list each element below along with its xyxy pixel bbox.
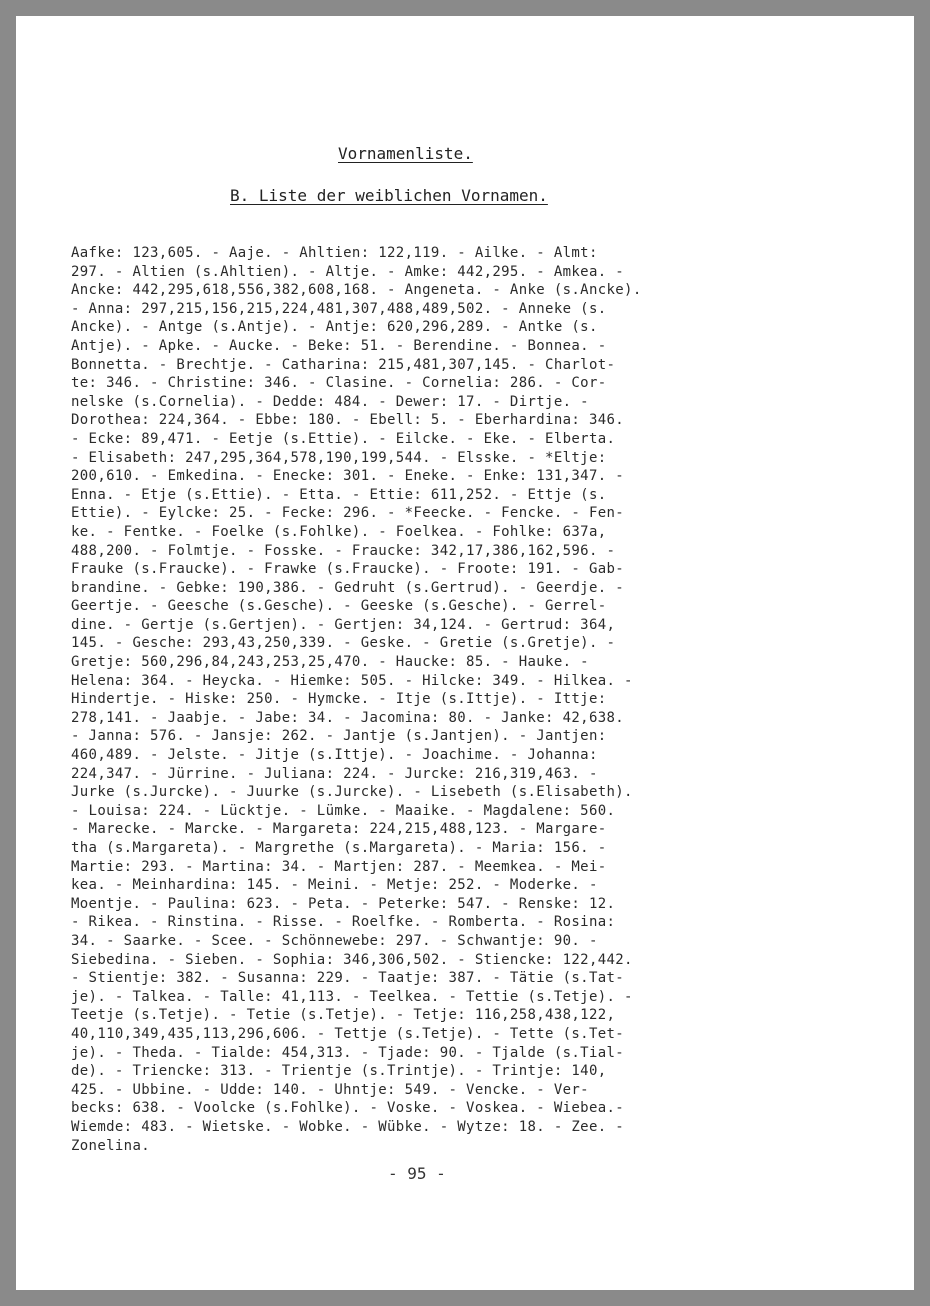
document-page (16, 16, 914, 1290)
document-subtitle: B. Liste der weiblichen Vornamen. (230, 186, 548, 205)
document-title: Vornamenliste. (338, 144, 473, 163)
name-list-body: Aafke: 123,605. - Aaje. - Ahltien: 122,119. - Ailke. - Almt: 297. - Altien (s.Ahltien). - Altje. - Amke: 442,295. - Amkea. - Ancke: 442,295,618,556,382,608,168. - Angeneta. - Anke (s.Ancke). - Anna: 297,215,156,215,224,481,307,488,489,502. - Anneke (s. Ancke). - Antge (s.Antje). - Antje: 620,296,289. - Antke (s. Antje). - Apke. - Aucke. - Beke: 51. - Berendine. - Bonnea. - Bonnetta. - Brechtje. - Catharina: 215,481,307,145. - Charlot- te: 346. - Christine: 346. - Clasine. - Cornelia: 286. - Cor- nelske (s.Cornelia). - Dedde: 484. - Dewer: 17. - Dirtje. - Dorothea: 224,364. - Ebbe: 180. - Ebell: 5. - Eberhardina: 346. - Ecke: 89,471. - Eetje (s.Ettie). - Eilcke. - Eke. - Elberta. - Elisabeth: 247,295,364,578,190,199,544. - Elsske. - *Eltje: 200,610. - Emkedina. - Enecke: 301. - Eneke. - Enke: 131,347. - Enna. - Etje (s.Ettie). - Etta. - Ettie: 611,252. - Ettje (s. Ettie). - Eylcke: 25. - Fecke: 296. - *Feecke. - Fencke. - Fen- ke. - Fentke. - Foelke (s.Fohlke). - Foelkea. - Fohlke: 637a, 488,200. - Folmtje. - Fosske. - Fraucke: 342,17,386,162,596. - Frauke (s.Fraucke). - Frawke (s.Fraucke). - Froote: 191. - Gab- brandine. - Gebke: 190,386. - Gedruht (s.Gertrud). - Geerdje. - Geertje. - Geesche (s.Gesche). - Geeske (s.Gesche). - Gerrel- dine. - Gertje (s.Gertjen). - Gertjen: 34,124. - Gertrud: 364, 145. - Gesche: 293,43,250,339. - Geske. - Gretie (s.Gretje). - Gretje: 560,296,84,243,253,25,470. - Haucke: 85. - Hauke. - Helena: 364. - Heycka. - Hiemke: 505. - Hilcke: 349. - Hilkea. - Hindertje. - Hiske: 250. - Hymcke. - Itje (s.Ittje). - Ittje: 278,141. - Jaabje. - Jabe: 34. - Jacomina: 80. - Janke: 42,638. - Janna: 576. - Jansje: 262. - Jantje (s.Jantjen). - Jantjen: 460,489. - Jelste. - Jitje (s.Ittje). - Joachime. - Johanna: 224,347. - Jürrine. - Juliana: 224. - Jurcke: 216,319,463. - Jurke (s.Jurcke). - Juurke (s.Jurcke). - Lisebeth (s.Elisabeth). - Louisa: 224. - Lücktje. - Lümke. - Maaike. - Magdalene: 560. - Marecke. - Marcke. - Margareta: 224,215,488,123. - Margare- tha (s.Margareta). - Margrethe (s.Margareta). - Maria: 156. - Martie: 293. - Martina: 34. - Martjen: 287. - Meemkea. - Mei- kea. - Meinhardina: 145. - Meini. - Metje: 252. - Moderke. - Moentje. - Paulina: 623. - Peta. - Peterke: 547. - Renske: 12. - Rikea. - Rinstina. - Risse. - Roelfke. - Romberta. - Rosina: 34. - Saarke. - Scee. - Schönnewebe: 297. - Schwantje: 90. - Siebedina. - Sieben. - Sophia: 346,306,502. - Stiencke: 122,442. - Stientje: 382. - Susanna: 229. - Taatje: 387. - Tätie (s.Tat- je). - Talkea. - Talle: 41,113. - Teelkea. - Tettie (s.Tetje). - Teetje (s.Tetje). - Tetie (s.Tetje). - Tetje: 116,258,438,122, 40,110,349,435,113,296,606. - Tettje (s.Tetje). - Tette (s.Tet- je). - Theda. - Tialde: 454,313. - Tjade: 90. - Tjalde (s.Tial- de). - Triencke: 313. - Trientje (s.Trintje). - Trintje: 140, 425. - Ubbine. - Udde: 140. - Uhntje: 549. - Vencke. - Ver- becks: 638. - Voolcke (s.Fohlke). - Voske. - Voskea. - Wiebea.- Wiemde: 483. - Wietske. - Wobke. - Wübke. - Wytze: 18. - Zee. - Zonelina. (71, 245, 642, 1154)
page-number: - 95 - (388, 1164, 446, 1183)
